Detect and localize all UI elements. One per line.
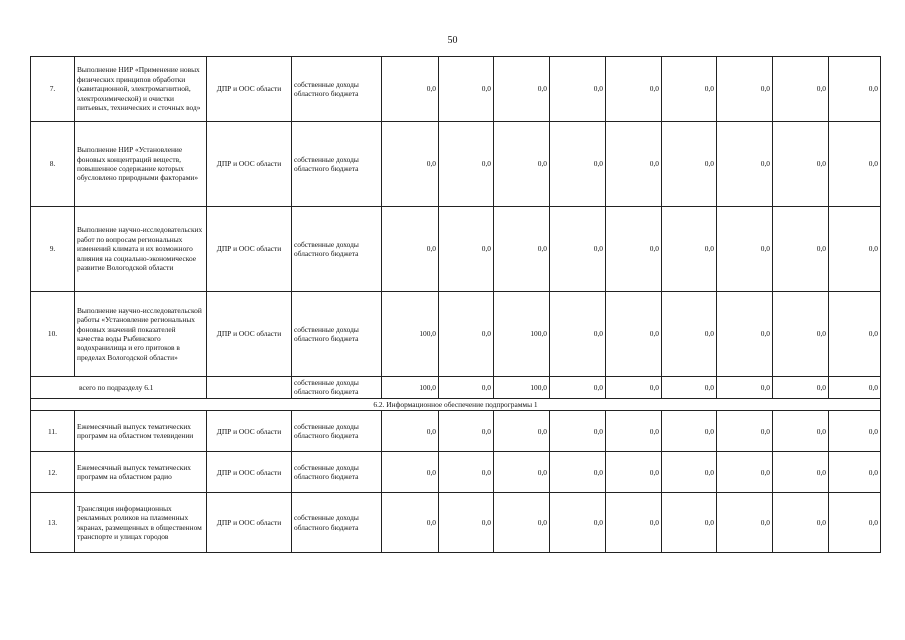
value-cell: 0,0 (829, 493, 881, 553)
value-cell: 0,0 (606, 493, 662, 553)
funding-source: собственные доходы областного бюджета (292, 292, 382, 377)
value-cell: 0,0 (550, 377, 606, 399)
value-cell: 0,0 (382, 452, 439, 493)
value-cell: 0,0 (382, 207, 439, 292)
value-cell: 0,0 (550, 57, 606, 122)
funding-source: собственные доходы областного бюджета (292, 122, 382, 207)
subtotal-row (31, 377, 881, 399)
row-number: 13. (31, 493, 75, 553)
value-cell: 0,0 (662, 57, 717, 122)
value-cell: 0,0 (773, 57, 829, 122)
value-cell: 0,0 (439, 207, 494, 292)
value-cell: 0,0 (494, 122, 550, 207)
value-cell: 0,0 (829, 207, 881, 292)
value-cell: 0,0 (773, 377, 829, 399)
value-cell: 0,0 (773, 452, 829, 493)
table-row (31, 292, 881, 377)
value-cell: 0,0 (606, 122, 662, 207)
value-cell: 0,0 (550, 207, 606, 292)
table-row (31, 122, 881, 207)
value-cell: 0,0 (829, 411, 881, 452)
executor: ДПР и ООС области (207, 411, 292, 452)
value-cell: 0,0 (494, 493, 550, 553)
funding-source: собственные доходы областного бюджета (292, 207, 382, 292)
value-cell: 0,0 (439, 57, 494, 122)
value-cell: 0,0 (382, 411, 439, 452)
value-cell: 0,0 (494, 411, 550, 452)
funding-source: собственные доходы областного бюджета (292, 452, 382, 493)
page-number: 50 (447, 35, 458, 46)
value-cell: 0,0 (717, 493, 773, 553)
value-cell: 0,0 (662, 292, 717, 377)
value-cell: 0,0 (829, 57, 881, 122)
activity-name: Выполнение научно-исследовательских работ по вопросам региональных изменений климата и их возможного влияния на социально-экономическое развитие Вологодской области (75, 207, 207, 292)
value-cell: 0,0 (717, 57, 773, 122)
value-cell: 0,0 (662, 452, 717, 493)
value-cell: 0,0 (606, 377, 662, 399)
value-cell: 0,0 (606, 292, 662, 377)
value-cell: 0,0 (662, 122, 717, 207)
value-cell: 0,0 (717, 122, 773, 207)
value-cell: 100,0 (494, 292, 550, 377)
subtotal-label: всего по подразделу 6.1 (31, 377, 207, 399)
row-number: 10. (31, 292, 75, 377)
value-cell: 0,0 (382, 57, 439, 122)
activity-name: Выполнение НИР «Применение новых физических принципов обработки (кавитационной, электромагнитной, электрохимической) и очистки питьевых, технических и сточных вод» (75, 57, 207, 122)
activity-name: Выполнение научно-исследовательской работы «Установление региональных фоновых значений показателей качества воды Рыбинского водохранилища и его притоков в пределах Вологодской области» (75, 292, 207, 377)
activity-name: Ежемесячный выпуск тематических программ на областном радио (75, 452, 207, 493)
value-cell: 0,0 (439, 411, 494, 452)
value-cell: 0,0 (550, 292, 606, 377)
value-cell: 0,0 (550, 122, 606, 207)
activity-name: Выполнение НИР «Установление фоновых концентраций веществ, повышенное содержание которых обусловлено природными факторами» (75, 122, 207, 207)
value-cell: 0,0 (662, 411, 717, 452)
value-cell: 0,0 (662, 493, 717, 553)
value-cell: 0,0 (717, 452, 773, 493)
table-row (31, 207, 881, 292)
activity-name: Трансляция информационных рекламных роликов на плазменных экранах, размещенных в общественном транспорте и улицах городов (75, 493, 207, 553)
value-cell: 0,0 (717, 377, 773, 399)
row-number: 8. (31, 122, 75, 207)
value-cell: 0,0 (439, 292, 494, 377)
table-row (31, 411, 881, 452)
value-cell: 0,0 (494, 57, 550, 122)
budget-table (30, 56, 881, 553)
funding-source: собственные доходы областного бюджета (292, 377, 382, 399)
value-cell: 0,0 (829, 452, 881, 493)
value-cell: 0,0 (717, 292, 773, 377)
value-cell: 0,0 (439, 452, 494, 493)
funding-source: собственные доходы областного бюджета (292, 57, 382, 122)
value-cell: 0,0 (606, 57, 662, 122)
executor: ДПР и ООС области (207, 493, 292, 553)
executor: ДПР и ООС области (207, 57, 292, 122)
funding-source: собственные доходы областного бюджета (292, 493, 382, 553)
value-cell: 0,0 (439, 122, 494, 207)
value-cell: 0,0 (550, 452, 606, 493)
value-cell: 100,0 (494, 377, 550, 399)
table-row (31, 452, 881, 493)
value-cell: 0,0 (550, 493, 606, 553)
activity-name: Ежемесячный выпуск тематических программ на областном телевидении (75, 411, 207, 452)
executor: ДПР и ООС области (207, 292, 292, 377)
value-cell: 0,0 (662, 207, 717, 292)
executor (207, 377, 292, 399)
executor: ДПР и ООС области (207, 122, 292, 207)
section-title: 6.2. Информационное обеспечение подпрограммы 1 (31, 398, 881, 410)
value-cell: 0,0 (717, 411, 773, 452)
value-cell: 100,0 (382, 292, 439, 377)
value-cell: 0,0 (829, 292, 881, 377)
value-cell: 0,0 (606, 207, 662, 292)
executor: ДПР и ООС области (207, 452, 292, 493)
value-cell: 0,0 (550, 411, 606, 452)
value-cell: 0,0 (382, 493, 439, 553)
value-cell: 0,0 (662, 377, 717, 399)
value-cell: 0,0 (717, 207, 773, 292)
value-cell: 0,0 (439, 493, 494, 553)
value-cell: 0,0 (773, 207, 829, 292)
section-row (31, 398, 881, 410)
value-cell: 0,0 (606, 411, 662, 452)
value-cell: 0,0 (773, 292, 829, 377)
value-cell: 0,0 (773, 493, 829, 553)
row-number: 12. (31, 452, 75, 493)
value-cell: 0,0 (773, 122, 829, 207)
value-cell: 0,0 (606, 452, 662, 493)
executor: ДПР и ООС области (207, 207, 292, 292)
value-cell: 0,0 (773, 411, 829, 452)
value-cell: 100,0 (382, 377, 439, 399)
value-cell: 0,0 (494, 207, 550, 292)
value-cell: 0,0 (829, 122, 881, 207)
value-cell: 0,0 (494, 452, 550, 493)
value-cell: 0,0 (382, 122, 439, 207)
table-row (31, 57, 881, 122)
row-number: 9. (31, 207, 75, 292)
table-row (31, 493, 881, 553)
value-cell: 0,0 (439, 377, 494, 399)
value-cell: 0,0 (829, 377, 881, 399)
funding-source: собственные доходы областного бюджета (292, 411, 382, 452)
row-number: 7. (31, 57, 75, 122)
row-number: 11. (31, 411, 75, 452)
